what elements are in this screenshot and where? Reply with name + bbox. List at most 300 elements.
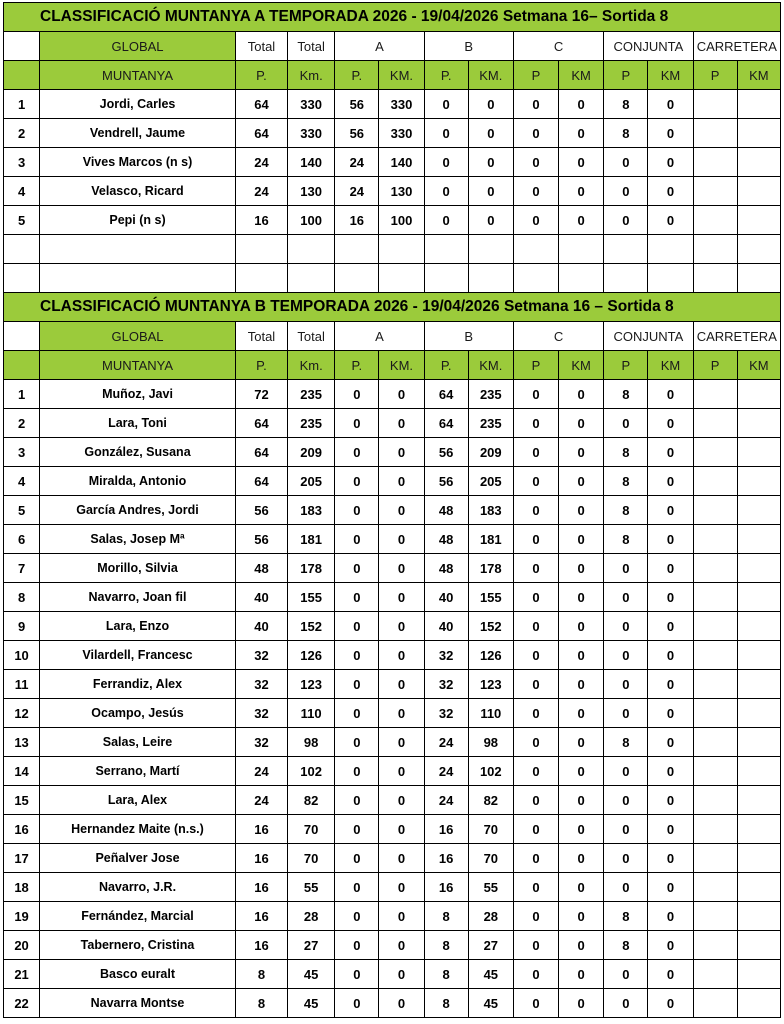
cell-c-km [559,264,604,293]
cell-a-p: 0 [335,786,379,815]
cell-b-p: 0 [424,206,468,235]
cell-c-p: 0 [513,177,558,206]
cell-pos [4,235,40,264]
cell-b-p: 56 [424,438,468,467]
cell-b-km: 181 [468,525,513,554]
cell-conj-km: 0 [648,206,693,235]
table-row [4,786,781,815]
table-row [4,235,781,264]
cell-c-p: 0 [513,699,558,728]
cell-pos: 18 [4,873,40,902]
cell-carretera-km [737,699,780,728]
cell-b-p: 16 [424,873,468,902]
cell-total-p: 32 [235,699,287,728]
cell-b-km: 27 [468,931,513,960]
cell-conj-p: 0 [604,786,648,815]
cell-a-p: 0 [335,438,379,467]
cell-b-p: 8 [424,902,468,931]
cell-total-km: 140 [288,148,335,177]
cell-a-p: 0 [335,641,379,670]
cell-total-km: 55 [288,873,335,902]
cell-b-p: 0 [424,119,468,148]
cell-b-km: 0 [468,206,513,235]
cell-a-p: 24 [335,177,379,206]
cell-c-p: 0 [513,409,558,438]
cell-carretera-km [737,119,780,148]
cell-b-km: 102 [468,757,513,786]
cell-c-p: 0 [513,206,558,235]
table-row [4,902,781,931]
cell-c-p: 0 [513,873,558,902]
cell-pos: 5 [4,206,40,235]
cell-c-km: 0 [559,119,604,148]
cell-conj-km [648,264,693,293]
cell-carretera-km [737,206,780,235]
cell-conj-p: 0 [604,612,648,641]
cell-a-km: 0 [379,902,424,931]
cell-a-p: 0 [335,699,379,728]
cell-a-p: 0 [335,583,379,612]
cell-pos: 6 [4,525,40,554]
cell-a-km: 0 [379,467,424,496]
cell-total-km: 183 [288,496,335,525]
cell-a-km: 0 [379,815,424,844]
cell-name: Lara, Enzo [40,612,236,641]
cell-b-km: 98 [468,728,513,757]
cell-a-p: 0 [335,931,379,960]
cell-c-p: 0 [513,525,558,554]
cell-b-p: 24 [424,757,468,786]
cell-a-p [335,235,379,264]
classification-sheet [3,2,781,1018]
cell-c-km: 0 [559,438,604,467]
cell-total-p: 32 [235,670,287,699]
cell-pos: 3 [4,438,40,467]
cell-c-km: 0 [559,177,604,206]
cell-b-km: 110 [468,699,513,728]
cell-conj-p: 0 [604,815,648,844]
cell-carretera-km [737,438,780,467]
cell-total-km: 178 [288,554,335,583]
cell-name: Morillo, Silvia [40,554,236,583]
cell-carretera-km [737,873,780,902]
cell-total-km: 98 [288,728,335,757]
cell-a-p: 56 [335,119,379,148]
cell-name: Velasco, Ricard [40,177,236,206]
cell-a-km: 0 [379,438,424,467]
cell-total-km: 155 [288,583,335,612]
header-row-2 [4,61,781,90]
cell-name: Muñoz, Javi [40,380,236,409]
cell-carretera-km [737,525,780,554]
header-b-p: P. [424,351,468,380]
cell-carretera-km [737,380,780,409]
cell-pos: 15 [4,786,40,815]
cell-total-p: 16 [235,815,287,844]
cell-a-km: 0 [379,931,424,960]
cell-carretera-p [693,931,737,960]
cell-name: Navarra Montse [40,989,236,1018]
header-carr-km: KM [737,61,780,90]
cell-conj-p: 0 [604,670,648,699]
cell-conj-p [604,264,648,293]
cell-c-km: 0 [559,844,604,873]
cell-conj-km: 0 [648,786,693,815]
cell-total-p [235,264,287,293]
cell-a-p: 0 [335,554,379,583]
cell-conj-km: 0 [648,960,693,989]
cell-a-km [379,235,424,264]
cell-pos: 8 [4,583,40,612]
cell-conj-p: 8 [604,438,648,467]
cell-conj-p: 8 [604,119,648,148]
cell-a-km: 0 [379,496,424,525]
table-row [4,670,781,699]
header-a-km: KM. [379,351,424,380]
table-row [4,148,781,177]
cell-b-p: 0 [424,177,468,206]
cell-total-km: 100 [288,206,335,235]
cell-total-p: 32 [235,728,287,757]
cell-conj-km: 0 [648,844,693,873]
cell-pos: 4 [4,177,40,206]
cell-c-p: 0 [513,612,558,641]
cell-b-km: 28 [468,902,513,931]
cell-b-km: 126 [468,641,513,670]
cell-c-km: 0 [559,90,604,119]
table-row [4,525,781,554]
cell-total-p: 64 [235,409,287,438]
header-muntanya: MUNTANYA [40,61,236,90]
cell-total-km: 126 [288,641,335,670]
cell-b-p: 64 [424,409,468,438]
cell-name: Peñalver Jose [40,844,236,873]
cell-a-km: 330 [379,90,424,119]
header-km-dot: Km. [288,351,335,380]
cell-b-p: 8 [424,931,468,960]
cell-c-p: 0 [513,467,558,496]
cell-total-km: 152 [288,612,335,641]
cell-conj-km: 0 [648,583,693,612]
cell-b-p: 24 [424,728,468,757]
table-row [4,206,781,235]
cell-b-p: 40 [424,583,468,612]
cell-conj-p: 0 [604,873,648,902]
cell-b-p: 48 [424,525,468,554]
header-total-km: Total [288,32,335,61]
cell-conj-km: 0 [648,757,693,786]
table-row [4,989,781,1018]
cell-total-km: 181 [288,525,335,554]
cell-pos: 17 [4,844,40,873]
cell-carretera-p [693,583,737,612]
cell-carretera-p [693,612,737,641]
cell-conj-km: 0 [648,177,693,206]
cell-conj-p [604,235,648,264]
cell-b-p: 32 [424,670,468,699]
cell-carretera-p [693,641,737,670]
cell-total-p: 16 [235,873,287,902]
cell-carretera-km [737,90,780,119]
cell-total-p: 24 [235,786,287,815]
cell-a-km: 330 [379,119,424,148]
cell-conj-km: 0 [648,931,693,960]
cell-c-km: 0 [559,525,604,554]
cell-b-km: 55 [468,873,513,902]
cell-carretera-km [737,583,780,612]
cell-a-p: 0 [335,844,379,873]
cell-name: Tabernero, Cristina [40,931,236,960]
cell-name [40,264,236,293]
cell-b-p: 48 [424,554,468,583]
cell-name [40,235,236,264]
cell-total-km: 45 [288,989,335,1018]
cell-a-km: 0 [379,583,424,612]
cell-total-km: 45 [288,960,335,989]
cell-conj-p: 0 [604,641,648,670]
cell-total-km: 110 [288,699,335,728]
section-a [4,3,781,293]
cell-carretera-km [737,148,780,177]
header-b-km: KM. [468,61,513,90]
cell-b-p: 8 [424,960,468,989]
cell-conj-km: 0 [648,380,693,409]
cell-conj-p: 8 [604,496,648,525]
cell-a-km: 0 [379,699,424,728]
cell-a-p: 0 [335,380,379,409]
cell-a-p: 0 [335,525,379,554]
cell-conj-p: 0 [604,583,648,612]
cell-a-km: 0 [379,960,424,989]
cell-c-p: 0 [513,380,558,409]
cell-total-p: 72 [235,380,287,409]
cell-carretera-p [693,119,737,148]
cell-a-p: 0 [335,496,379,525]
cell-c-km: 0 [559,670,604,699]
cell-b-p: 16 [424,844,468,873]
cell-total-p: 40 [235,583,287,612]
cell-total-km: 27 [288,931,335,960]
cell-a-p [335,264,379,293]
cell-conj-p: 0 [604,989,648,1018]
cell-carretera-p [693,960,737,989]
cell-a-p: 0 [335,815,379,844]
cell-c-p: 0 [513,815,558,844]
section-a-title: CLASSIFICACIÓ MUNTANYA A TEMPORADA 2026 - 19/04/2026 Setmana 16– Sortida 8 [4,3,781,32]
cell-total-km: 209 [288,438,335,467]
cell-conj-km: 0 [648,612,693,641]
header-blank-cell [4,61,40,90]
cell-conj-km: 0 [648,670,693,699]
cell-c-p: 0 [513,728,558,757]
cell-conj-p: 0 [604,206,648,235]
cell-conj-p: 8 [604,467,648,496]
cell-b-km: 205 [468,467,513,496]
cell-name: Basco euralt [40,960,236,989]
cell-b-km: 209 [468,438,513,467]
cell-c-p [513,235,558,264]
cell-conj-p: 8 [604,931,648,960]
cell-conj-p: 8 [604,90,648,119]
cell-carretera-p [693,148,737,177]
cell-conj-p: 8 [604,525,648,554]
cell-c-p: 0 [513,496,558,525]
cell-a-p: 0 [335,902,379,931]
cell-carretera-p [693,467,737,496]
cell-a-p: 24 [335,148,379,177]
cell-total-km: 28 [288,902,335,931]
header-row-1 [4,322,781,351]
cell-b-km: 0 [468,177,513,206]
header-total-km: Total [288,322,335,351]
cell-pos: 2 [4,409,40,438]
cell-pos: 13 [4,728,40,757]
cell-carretera-p [693,699,737,728]
cell-b-p: 0 [424,148,468,177]
cell-c-km: 0 [559,902,604,931]
cell-b-km: 183 [468,496,513,525]
header-km-dot: Km. [288,61,335,90]
cell-c-km: 0 [559,496,604,525]
cell-c-km: 0 [559,757,604,786]
cell-carretera-p [693,728,737,757]
cell-carretera-km [737,844,780,873]
cell-name: Vendrell, Jaume [40,119,236,148]
header-c-km: KM [559,61,604,90]
cell-c-p: 0 [513,786,558,815]
cell-c-p: 0 [513,757,558,786]
table-row [4,873,781,902]
cell-b-p: 0 [424,90,468,119]
cell-total-p: 64 [235,438,287,467]
cell-c-p: 0 [513,554,558,583]
cell-total-p: 56 [235,525,287,554]
cell-c-p: 0 [513,438,558,467]
cell-carretera-p [693,873,737,902]
cell-total-km: 123 [288,670,335,699]
header-group-b: B [424,32,513,61]
cell-conj-km: 0 [648,554,693,583]
cell-conj-km: 0 [648,989,693,1018]
cell-total-p: 40 [235,612,287,641]
cell-carretera-km [737,409,780,438]
cell-c-km: 0 [559,786,604,815]
cell-b-km: 178 [468,554,513,583]
cell-carretera-km [737,467,780,496]
cell-pos: 16 [4,815,40,844]
cell-a-km: 0 [379,554,424,583]
cell-b-km: 235 [468,380,513,409]
header-c-p: P [513,351,558,380]
cell-carretera-km [737,641,780,670]
header-group-a: A [335,32,424,61]
cell-b-km: 82 [468,786,513,815]
cell-name: Hernandez Maite (n.s.) [40,815,236,844]
cell-b-km: 45 [468,960,513,989]
cell-conj-p: 0 [604,148,648,177]
cell-c-p: 0 [513,583,558,612]
header-p-dot: P. [235,351,287,380]
header-conj-p: P [604,61,648,90]
cell-a-km [379,264,424,293]
cell-total-p: 16 [235,844,287,873]
cell-name: Fernández, Marcial [40,902,236,931]
cell-a-km: 130 [379,177,424,206]
cell-c-km: 0 [559,873,604,902]
cell-a-p: 16 [335,206,379,235]
cell-b-p: 56 [424,467,468,496]
table-row [4,467,781,496]
cell-pos: 12 [4,699,40,728]
cell-carretera-p [693,264,737,293]
cell-total-p: 24 [235,757,287,786]
cell-total-p: 64 [235,467,287,496]
header-blank-cell [4,351,40,380]
cell-name: Jordi, Carles [40,90,236,119]
header-group-a: A [335,322,424,351]
cell-a-km: 140 [379,148,424,177]
cell-c-p: 0 [513,844,558,873]
cell-c-km: 0 [559,989,604,1018]
table-row [4,931,781,960]
header-group-c: C [513,32,603,61]
cell-c-km: 0 [559,467,604,496]
cell-name: Lara, Toni [40,409,236,438]
table-row [4,815,781,844]
header-carr-km: KM [737,351,780,380]
cell-conj-km: 0 [648,148,693,177]
cell-pos: 4 [4,467,40,496]
cell-b-km: 152 [468,612,513,641]
cell-carretera-p [693,525,737,554]
cell-a-km: 0 [379,525,424,554]
cell-a-p: 0 [335,409,379,438]
cell-c-p: 0 [513,148,558,177]
cell-b-p [424,235,468,264]
cell-b-km: 70 [468,844,513,873]
cell-c-p: 0 [513,960,558,989]
cell-name: Pepi (n s) [40,206,236,235]
cell-total-p: 24 [235,177,287,206]
cell-name: Salas, Josep Mª [40,525,236,554]
header-c-km: KM [559,351,604,380]
table-row [4,583,781,612]
cell-name: Navarro, Joan fil [40,583,236,612]
cell-carretera-km [737,612,780,641]
cell-total-km: 70 [288,815,335,844]
cell-b-km: 45 [468,989,513,1018]
cell-c-km: 0 [559,815,604,844]
cell-carretera-p [693,902,737,931]
cell-carretera-p [693,815,737,844]
cell-carretera-p [693,757,737,786]
cell-total-p: 16 [235,206,287,235]
cell-conj-p: 8 [604,902,648,931]
cell-c-km: 0 [559,960,604,989]
cell-b-p: 40 [424,612,468,641]
header-blank-cell [4,32,40,61]
header-conj-km: KM [648,351,693,380]
table-row [4,960,781,989]
cell-conj-km: 0 [648,699,693,728]
cell-b-km: 0 [468,119,513,148]
table-row [4,844,781,873]
cell-name: Ocampo, Jesús [40,699,236,728]
cell-c-p [513,264,558,293]
cell-total-p: 16 [235,931,287,960]
header-a-km: KM. [379,61,424,90]
cell-conj-km: 0 [648,119,693,148]
